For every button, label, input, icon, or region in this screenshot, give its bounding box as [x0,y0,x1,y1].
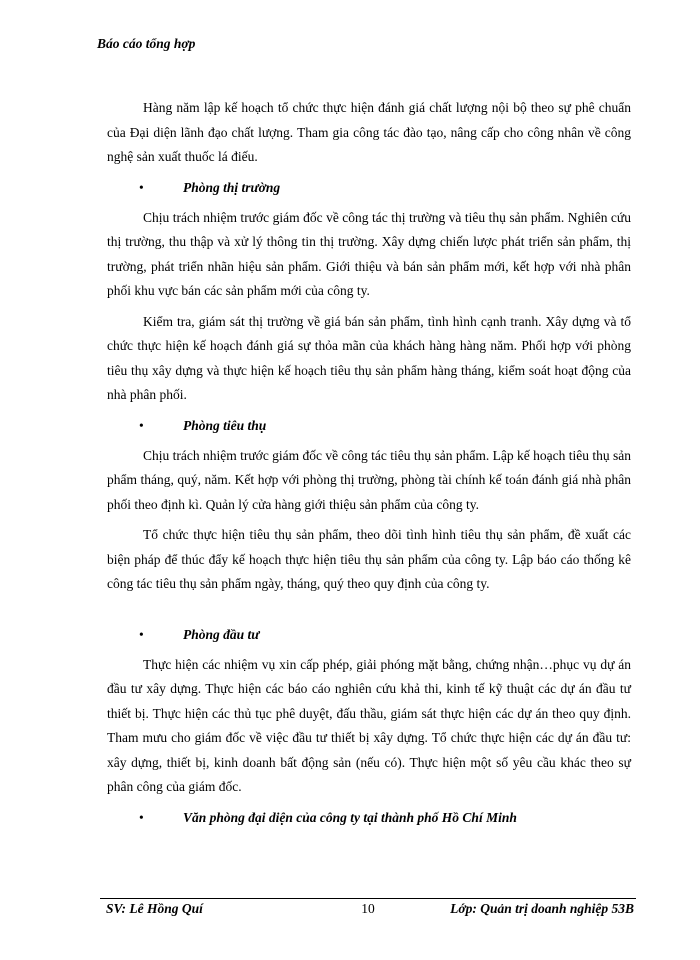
sales-dept-heading-text: Phòng tiêu thụ [183,417,267,433]
market-dept-heading [107,176,631,200]
investment-dept-heading-text: Phòng đầu tư [183,626,260,642]
intro-paragraph: Hàng năm lập kế hoạch tổ chức thực hiện đánh giá chất lượng nội bộ theo sự phê chuẩn của Đại diện lãnh đạo chất lượng. Tham gia công tác đào tạo, nâng cấp cho công nhân về công nghệ sản xuất thuốc lá điếu. [107,100,631,164]
footer-class-name: Lớp: Quản trị doanh nghiệp 53B [450,901,634,916]
bullet-icon: • [139,809,144,825]
investment-dept-heading [107,623,631,647]
market-paragraph-2: Kiểm tra, giám sát thị trường về giá bán sản phẩm, tình hình cạnh tranh. Xây dựng và tổ chức thực hiện kế hoạch đánh giá sự thỏa mãn của khách hàng hàng năm. Phối hợp với phòng tiêu thụ xây dựng và thực hiện kế hoạch tiêu thụ sản phẩm hàng tháng, kiểm soát hoạt động của nhà phân phối. [107,313,631,402]
market-paragraph-1: Chịu trách nhiệm trước giám đốc về công tác thị trường và tiêu thụ sản phẩm. Nghiên cứu thị trường, thu thập và xử lý thông tin thị trường. Xây dựng chiến lược phát triển sản phẩm, thị trường, phát triển nhãn hiệu sản phẩm. Giới thiệu và bán sản phẩm mới, kết hợp với nhà phân phối khu vực bán các sản phẩm mới của công ty. [107,209,631,298]
bullet-icon: • [139,626,144,642]
page-footer [100,901,636,921]
investment-paragraph: Thực hiện các nhiệm vụ xin cấp phép, giải phóng mặt bằng, chứng nhận…phục vụ dự án đầu tư xây dựng. Thực hiện các báo cáo nghiên cứu khả thi, kinh tế kỹ thuật các dự án đầu tư thiết bị. Thực hiện các thủ tục phê duyệt, đấu thầu, giám sát thực hiện các dự án theo quy định. Tham mưu cho giám đốc về việc đầu tư thiết bị xây dựng. Tổ chức thực hiện các dự án đầu tư: xây dựng, thiết bị, kinh doanh bất động sản (nếu có). Thực hiện một số yêu cầu khác theo sự phân công của giám đốc. [107,656,631,794]
footer-page-number: 10 [361,901,375,916]
hcm-office-heading [107,806,631,830]
bullet-icon: • [139,417,144,433]
section-spacer [107,603,631,623]
market-dept-heading-text: Phòng thị trường [183,179,281,195]
footer-student-name: SV: Lê Hồng Quí [106,901,203,916]
document-body [107,96,631,836]
bullet-icon: • [139,179,144,195]
sales-dept-heading [107,414,631,438]
sales-paragraph-1: Chịu trách nhiệm trước giám đốc về công tác tiêu thụ sản phẩm. Lập kế hoạch tiêu thụ sản phẩm tháng, quý, năm. Kết hợp với phòng thị trường, phòng tài chính kế toán đánh giá nhà phân phối theo định kì. Quản lý cửa hàng giới thiệu sản phẩm của công ty. [107,447,631,512]
report-header-title: Báo cáo tổng hợp [97,36,196,51]
footer-divider [100,898,636,899]
hcm-office-heading-text: Văn phòng đại diện của công ty tại thành phố Hồ Chí Minh [183,809,517,825]
sales-paragraph-2: Tổ chức thực hiện tiêu thụ sản phẩm, theo dõi tình hình tiêu thụ sản phẩm, đề xuất các biện pháp để thúc đẩy kế hoạch thực hiện tiêu thụ sản phẩm của công ty. Lập báo cáo thống kê công tác tiêu thụ sản phẩm ngày, tháng, quý theo quy định của công ty. [107,527,631,591]
